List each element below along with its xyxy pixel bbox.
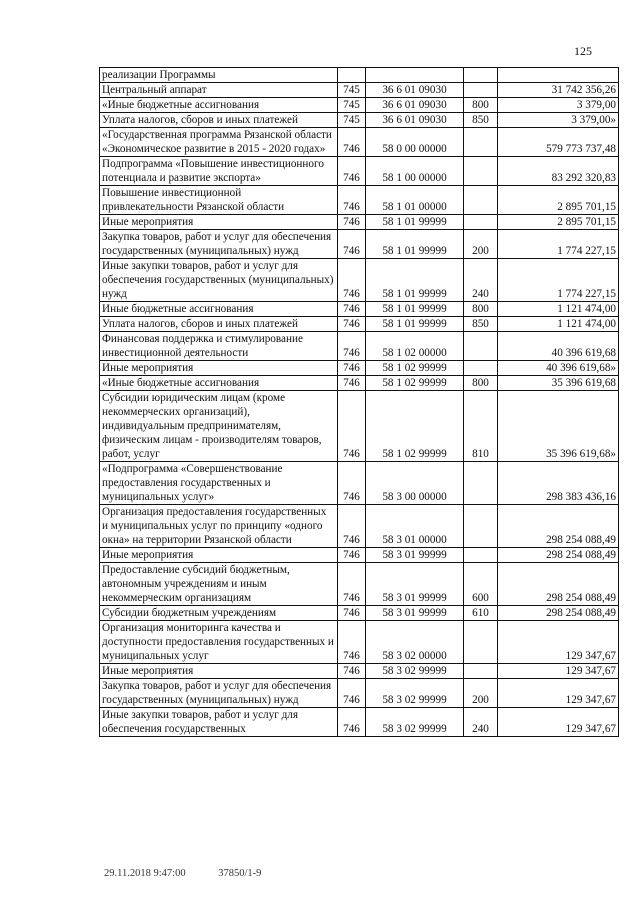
table-row xyxy=(100,391,619,462)
cell-csr: 36 6 01 09030 xyxy=(366,98,464,113)
footer-doc-code: 37850/1-9 xyxy=(218,868,262,879)
table-row xyxy=(100,664,619,679)
table-row xyxy=(100,361,619,376)
footer xyxy=(104,868,291,879)
cell-vr xyxy=(464,68,498,83)
table-row xyxy=(100,259,619,302)
cell-vr: 240 xyxy=(464,708,498,737)
cell-grbs: 746 xyxy=(338,215,366,230)
cell-grbs: 746 xyxy=(338,376,366,391)
cell-vr xyxy=(464,505,498,548)
table-row xyxy=(100,186,619,215)
cell-name: Иные закупки товаров, работ и услуг для обеспечения государственных (муниципальных) нужд xyxy=(100,259,338,302)
cell-name: «Подпрограмма «Совершенствование предоставления государственных и муниципальных услуг» xyxy=(100,462,338,505)
table-row xyxy=(100,230,619,259)
cell-csr: 58 1 01 99999 xyxy=(366,302,464,317)
cell-vr: 800 xyxy=(464,98,498,113)
cell-grbs: 746 xyxy=(338,708,366,737)
cell-grbs: 746 xyxy=(338,302,366,317)
cell-csr: 58 3 02 00000 xyxy=(366,621,464,664)
cell-csr: 58 1 01 99999 xyxy=(366,317,464,332)
cell-sum: 298 254 088,49 xyxy=(498,606,619,621)
table-row xyxy=(100,679,619,708)
cell-vr xyxy=(464,621,498,664)
cell-vr: 800 xyxy=(464,302,498,317)
cell-sum: 129 347,67 xyxy=(498,708,619,737)
table-row xyxy=(100,332,619,361)
cell-sum: 129 347,67 xyxy=(498,621,619,664)
cell-csr xyxy=(366,68,464,83)
table-row xyxy=(100,68,619,83)
cell-grbs: 746 xyxy=(338,664,366,679)
cell-sum: 298 383 436,16 xyxy=(498,462,619,505)
cell-grbs: 746 xyxy=(338,157,366,186)
cell-vr: 850 xyxy=(464,113,498,128)
cell-sum: 3 379,00 xyxy=(498,98,619,113)
cell-sum: 3 379,00» xyxy=(498,113,619,128)
cell-grbs: 746 xyxy=(338,606,366,621)
cell-grbs: 746 xyxy=(338,186,366,215)
cell-name: реализации Программы xyxy=(100,68,338,83)
cell-name: Иные закупки товаров, работ и услуг для обеспечения государственных xyxy=(100,708,338,737)
cell-sum xyxy=(498,68,619,83)
cell-name: Иные мероприятия xyxy=(100,361,338,376)
cell-csr: 58 1 02 00000 xyxy=(366,332,464,361)
cell-vr: 800 xyxy=(464,376,498,391)
cell-vr: 200 xyxy=(464,679,498,708)
cell-csr: 58 3 01 99999 xyxy=(366,563,464,606)
table-row xyxy=(100,128,619,157)
cell-sum: 40 396 619,68» xyxy=(498,361,619,376)
cell-sum: 1 774 227,15 xyxy=(498,230,619,259)
cell-vr xyxy=(464,186,498,215)
cell-grbs xyxy=(338,68,366,83)
cell-name: Уплата налогов, сборов и иных платежей xyxy=(100,113,338,128)
cell-sum: 2 895 701,15 xyxy=(498,186,619,215)
cell-name: «Иные бюджетные ассигнования xyxy=(100,376,338,391)
cell-csr: 58 3 02 99999 xyxy=(366,664,464,679)
cell-grbs: 746 xyxy=(338,332,366,361)
cell-sum: 129 347,67 xyxy=(498,664,619,679)
cell-name: «Государственная программа Рязанской области «Экономическое развитие в 2015 - 2020 годах» xyxy=(100,128,338,157)
cell-sum: 298 254 088,49 xyxy=(498,548,619,563)
budget-table-body xyxy=(100,68,619,737)
cell-grbs: 745 xyxy=(338,83,366,98)
cell-grbs: 746 xyxy=(338,505,366,548)
cell-grbs: 746 xyxy=(338,259,366,302)
cell-vr xyxy=(464,664,498,679)
cell-csr: 58 3 01 00000 xyxy=(366,505,464,548)
cell-name: Иные мероприятия xyxy=(100,548,338,563)
cell-csr: 58 1 01 00000 xyxy=(366,186,464,215)
cell-sum: 129 347,67 xyxy=(498,679,619,708)
cell-name: Иные мероприятия xyxy=(100,215,338,230)
cell-vr xyxy=(464,548,498,563)
cell-sum: 2 895 701,15 xyxy=(498,215,619,230)
cell-name: Финансовая поддержка и стимулирование инвестиционной деятельности xyxy=(100,332,338,361)
cell-name: Субсидии юридическим лицам (кроме некоммерческих организаций), индивидуальным предпринимателям, физическим лицам - производителям товаров, работ, услуг xyxy=(100,391,338,462)
cell-name: Уплата налогов, сборов и иных платежей xyxy=(100,317,338,332)
cell-csr: 58 0 00 00000 xyxy=(366,128,464,157)
cell-grbs: 745 xyxy=(338,113,366,128)
cell-csr: 58 1 02 99999 xyxy=(366,376,464,391)
cell-grbs: 745 xyxy=(338,98,366,113)
cell-sum: 579 773 737,48 xyxy=(498,128,619,157)
cell-vr xyxy=(464,128,498,157)
cell-sum: 35 396 619,68 xyxy=(498,376,619,391)
cell-sum: 35 396 619,68» xyxy=(498,391,619,462)
cell-sum: 40 396 619,68 xyxy=(498,332,619,361)
cell-grbs: 746 xyxy=(338,548,366,563)
cell-csr: 58 1 01 99999 xyxy=(366,215,464,230)
cell-name: Закупка товаров, работ и услуг для обеспечения государственных (муниципальных) нужд xyxy=(100,230,338,259)
table-row xyxy=(100,98,619,113)
cell-vr: 200 xyxy=(464,230,498,259)
table-row xyxy=(100,621,619,664)
cell-csr: 58 3 01 99999 xyxy=(366,548,464,563)
table-row xyxy=(100,462,619,505)
table-row xyxy=(100,548,619,563)
cell-sum: 1 774 227,15 xyxy=(498,259,619,302)
cell-name: Повышение инвестиционной привлекательности Рязанской области xyxy=(100,186,338,215)
budget-table xyxy=(99,67,619,737)
cell-csr: 58 1 02 99999 xyxy=(366,361,464,376)
cell-name: Подпрограмма «Повышение инвестиционного потенциала и развитие экспорта» xyxy=(100,157,338,186)
cell-name: Организация мониторинга качества и доступности предоставления государственных и муниципальных услуг xyxy=(100,621,338,664)
cell-name: Иные бюджетные ассигнования xyxy=(100,302,338,317)
cell-name: Предоставление субсидий бюджетным, автономным учреждениям и иным некоммерческим организациям xyxy=(100,563,338,606)
cell-grbs: 746 xyxy=(338,230,366,259)
cell-sum: 31 742 356,26 xyxy=(498,83,619,98)
table-row xyxy=(100,215,619,230)
cell-vr: 240 xyxy=(464,259,498,302)
cell-csr: 58 1 02 99999 xyxy=(366,391,464,462)
table-row xyxy=(100,317,619,332)
cell-csr: 58 3 02 99999 xyxy=(366,708,464,737)
cell-name: Иные мероприятия xyxy=(100,664,338,679)
cell-vr xyxy=(464,361,498,376)
cell-vr xyxy=(464,157,498,186)
cell-grbs: 746 xyxy=(338,391,366,462)
cell-sum: 83 292 320,83 xyxy=(498,157,619,186)
cell-csr: 36 6 01 09030 xyxy=(366,83,464,98)
cell-grbs: 746 xyxy=(338,128,366,157)
table-row xyxy=(100,606,619,621)
cell-vr: 610 xyxy=(464,606,498,621)
cell-sum: 298 254 088,49 xyxy=(498,505,619,548)
cell-vr xyxy=(464,83,498,98)
cell-grbs: 746 xyxy=(338,679,366,708)
cell-sum: 298 254 088,49 xyxy=(498,563,619,606)
footer-timestamp: 29.11.2018 9:47:00 xyxy=(104,868,186,879)
cell-csr: 58 1 01 99999 xyxy=(366,259,464,302)
cell-name: Центральный аппарат xyxy=(100,83,338,98)
table-row xyxy=(100,83,619,98)
cell-sum: 1 121 474,00 xyxy=(498,317,619,332)
cell-grbs: 746 xyxy=(338,361,366,376)
table-row xyxy=(100,302,619,317)
cell-grbs: 746 xyxy=(338,563,366,606)
table-row xyxy=(100,563,619,606)
cell-grbs: 746 xyxy=(338,317,366,332)
cell-vr: 810 xyxy=(464,391,498,462)
cell-csr: 58 3 02 99999 xyxy=(366,679,464,708)
table-row xyxy=(100,157,619,186)
cell-sum: 1 121 474,00 xyxy=(498,302,619,317)
cell-grbs: 746 xyxy=(338,621,366,664)
cell-name: «Иные бюджетные ассигнования xyxy=(100,98,338,113)
table-row xyxy=(100,505,619,548)
cell-csr: 58 1 01 99999 xyxy=(366,230,464,259)
cell-vr: 600 xyxy=(464,563,498,606)
table-row xyxy=(100,376,619,391)
cell-name: Закупка товаров, работ и услуг для обеспечения государственных (муниципальных) нужд xyxy=(100,679,338,708)
cell-vr xyxy=(464,462,498,505)
cell-name: Организация предоставления государственных и муниципальных услуг по принципу «одного окна» на территории Рязанской области xyxy=(100,505,338,548)
cell-csr: 58 3 00 00000 xyxy=(366,462,464,505)
cell-csr: 36 6 01 09030 xyxy=(366,113,464,128)
cell-csr: 58 3 01 99999 xyxy=(366,606,464,621)
table-row xyxy=(100,113,619,128)
cell-vr: 850 xyxy=(464,317,498,332)
page-number: 125 xyxy=(574,44,592,58)
cell-grbs: 746 xyxy=(338,462,366,505)
cell-csr: 58 1 00 00000 xyxy=(366,157,464,186)
table-row xyxy=(100,708,619,737)
cell-name: Субсидии бюджетным учреждениям xyxy=(100,606,338,621)
cell-vr xyxy=(464,215,498,230)
cell-vr xyxy=(464,332,498,361)
